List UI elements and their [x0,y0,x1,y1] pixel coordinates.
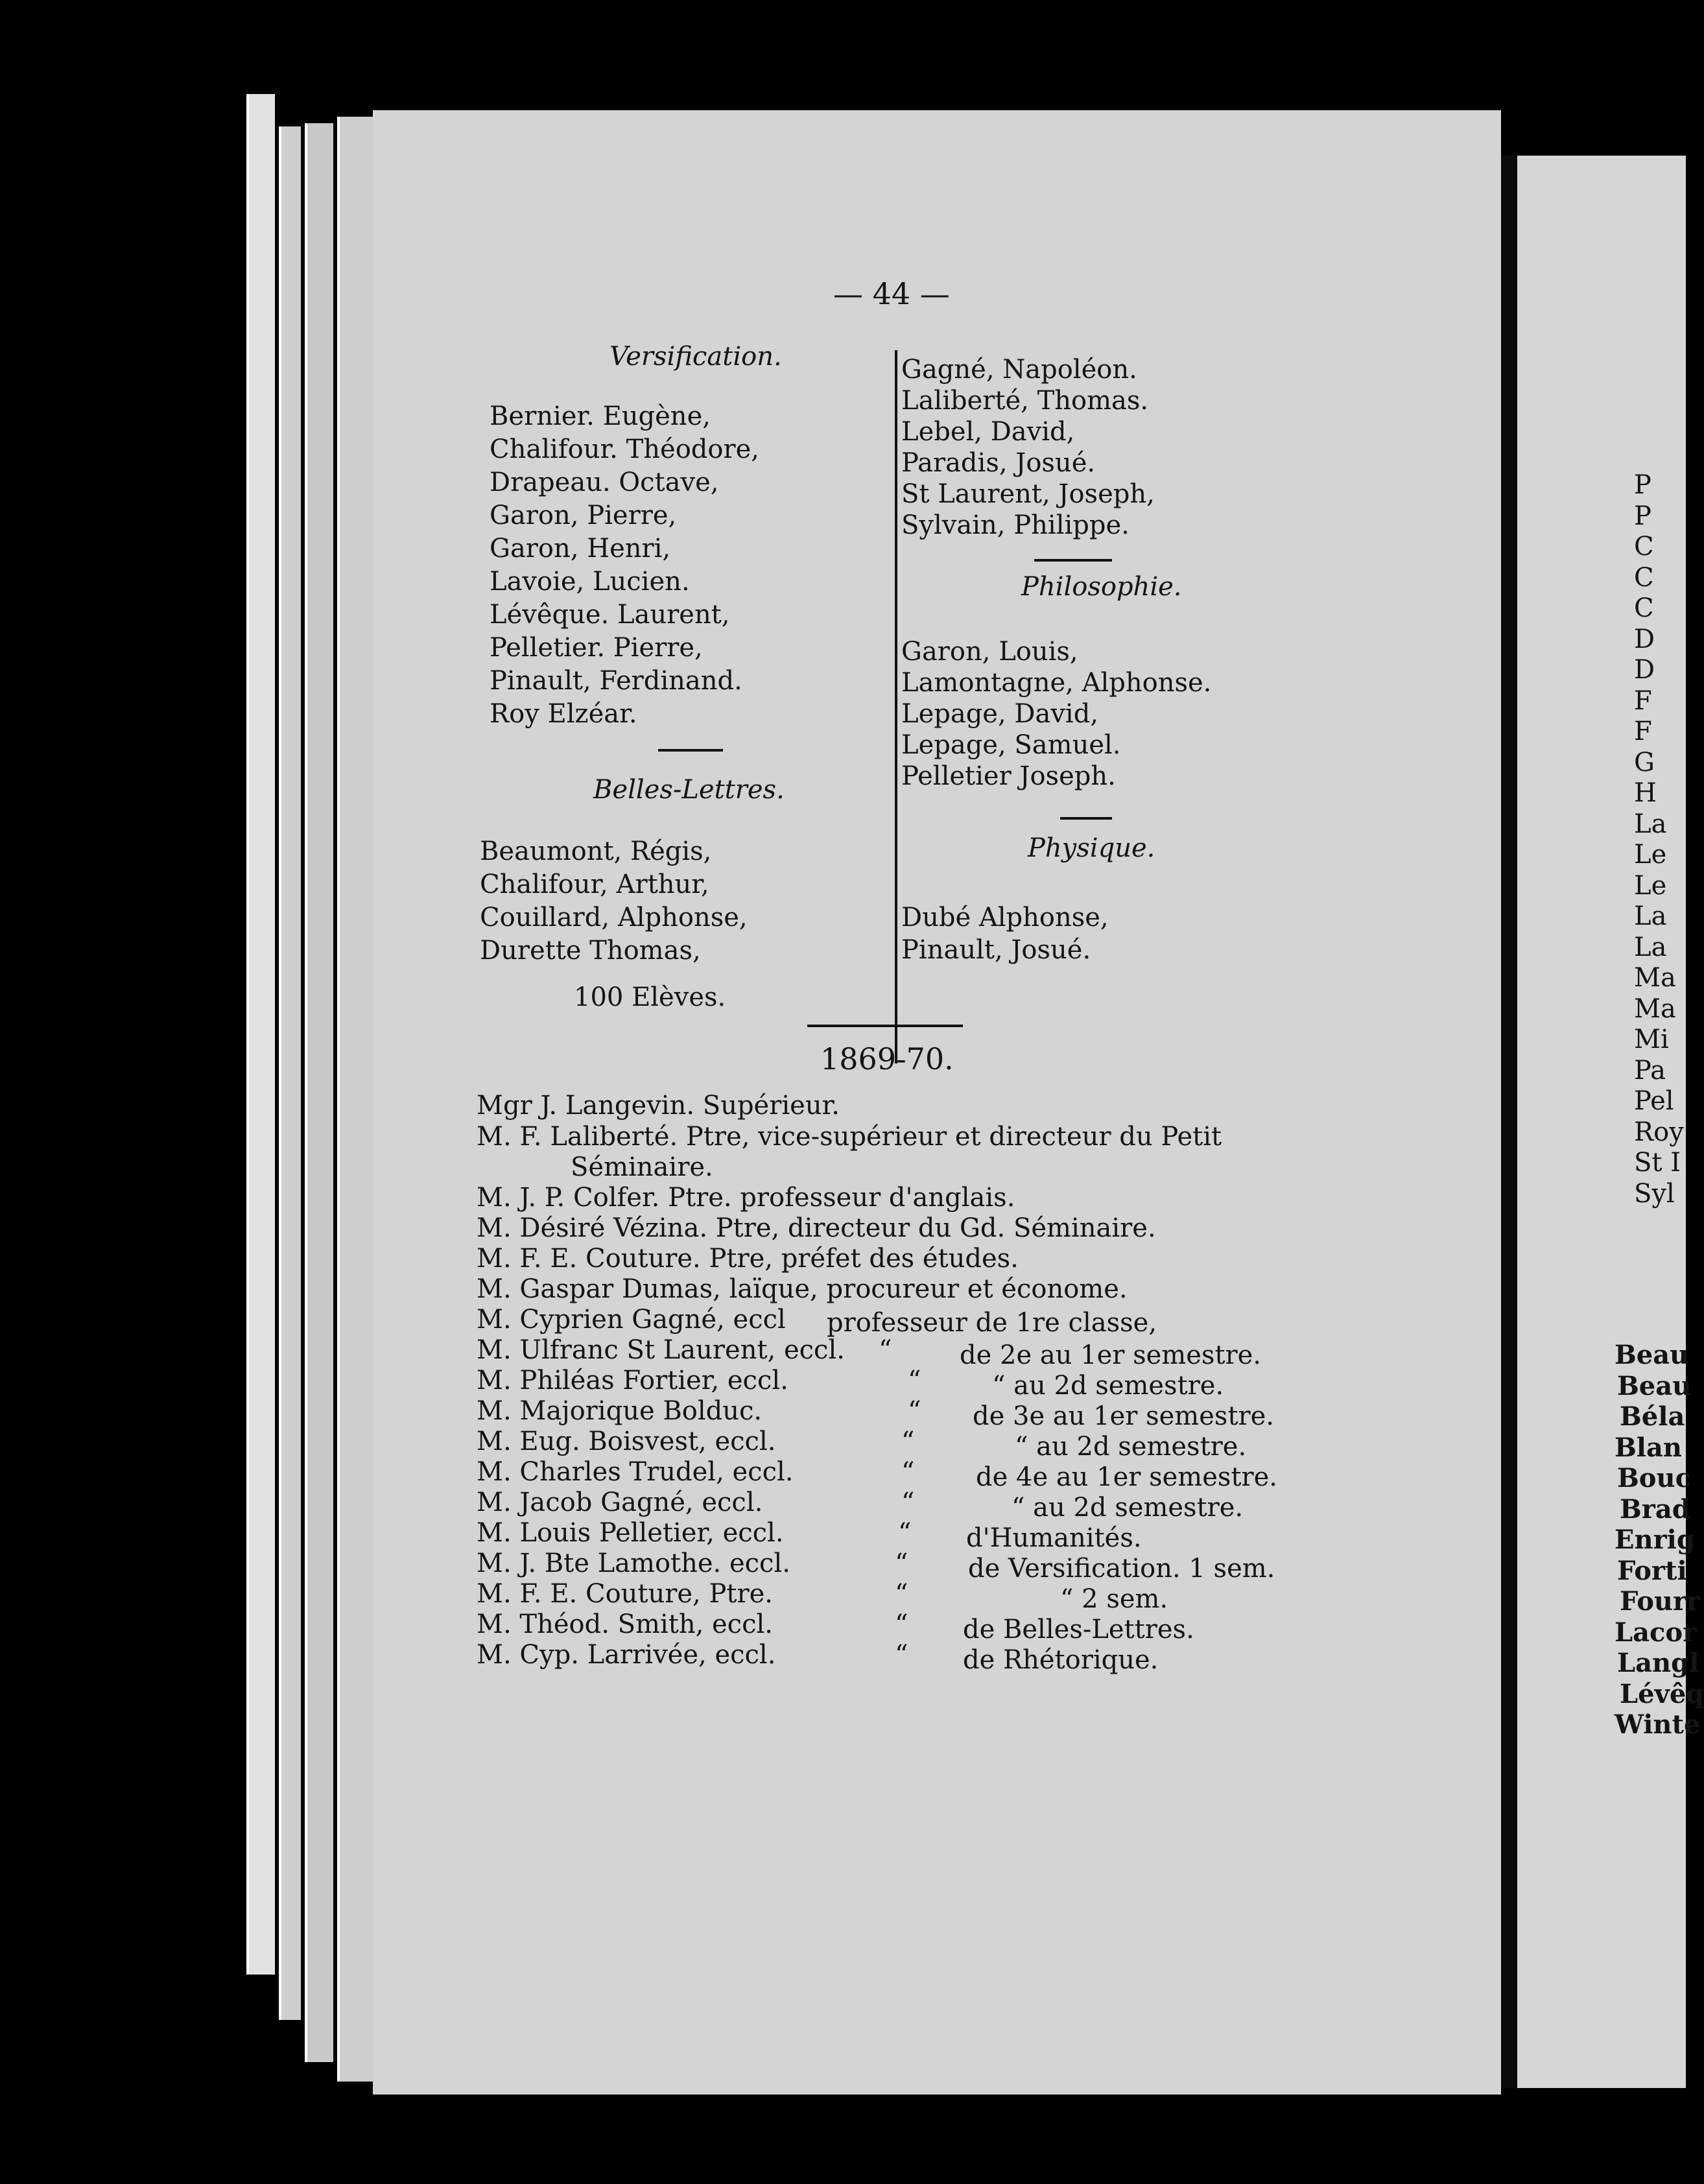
staff-row: M. Désiré Vézina. Ptre, directeur du Gd. Séminaire. [477,1213,1156,1243]
staff-role: “ 2 sem. [1060,1584,1168,1614]
staff-ditto: “ [908,1366,921,1395]
staff-row: Séminaire. [571,1152,713,1182]
list-item: Lebel, David, [901,417,1075,447]
list-item: Garon, Pierre, [490,501,677,530]
page-edge [279,126,301,2020]
section-rule [658,749,723,752]
list-item: Durette Thomas, [480,936,701,966]
staff-name: M. Majorique Bolduc. [477,1396,763,1426]
staff-ditto: “ [895,1640,908,1670]
fragment-line: F [1634,717,1652,746]
page-edge [337,117,375,2082]
fragment-line: Le [1634,840,1667,870]
list-item: Garon, Henri, [490,534,671,564]
fragment-line: Fourr [1620,1586,1701,1617]
list-item: Garon, Louis, [901,637,1078,667]
book-page-44 [373,110,1501,2095]
staff-row: M. F. E. Couture. Ptre, préfet des études. [477,1244,1019,1274]
section-title: Physique. [1028,833,1155,863]
fragment-line: G [1634,747,1655,777]
fragment-line: Le [1634,870,1667,901]
list-item: Sylvain, Philippe. [901,510,1130,540]
list-item: Chalifour, Arthur, [480,870,709,899]
section-title: Philosophie. [1021,572,1182,602]
staff-ditto: “ [895,1609,908,1639]
staff-row: Mgr J. Langevin. Supérieur. [477,1091,840,1121]
fragment-line: Ma [1634,993,1676,1024]
section-rule [1060,817,1112,820]
staff-ditto: “ [898,1518,912,1548]
fragment-line: Beau [1615,1340,1689,1370]
list-item: Beaumont, Régis, [480,837,712,866]
staff-role: de Rhétorique. [963,1645,1159,1675]
staff-role: de Belles-Lettres. [963,1615,1194,1644]
fragment-line: Enrig [1615,1525,1695,1555]
fragment-line: Forti [1617,1555,1687,1586]
list-item: Pelletier. Pierre, [490,633,703,663]
staff-name: M. Ulfranc St Laurent, eccl. [477,1335,845,1365]
fragment-line: Winte [1615,1709,1701,1740]
staff-ditto: “ [895,1579,908,1609]
staff-role: professeur de 1re classe, [827,1308,1157,1338]
fragment-line: F [1634,685,1652,716]
fragment-line: P [1634,501,1651,531]
staff-ditto: “ [895,1549,908,1578]
staff-role: de Versification. 1 sem. [968,1554,1275,1584]
fragment-line: Lévêq [1620,1678,1704,1709]
fragment-line: St I [1634,1148,1681,1178]
page-edge [246,94,275,1975]
student-total: 100 Elèves. [574,982,726,1012]
year-heading: 1869-70. [820,1041,954,1076]
staff-ditto: “ [901,1427,915,1456]
fragment-line: La [1634,809,1667,839]
staff-row: M. F. Laliberté. Ptre, vice-supérieur et directeur du Petit [477,1122,1222,1152]
list-item: Lévêque. Laurent, [490,600,730,630]
staff-name: M. Théod. Smith, eccl. [477,1609,773,1639]
list-item: Lavoie, Lucien. [490,567,690,597]
staff-role: de 3e au 1er semestre. [973,1401,1275,1431]
list-item: Gagné, Napoléon. [901,355,1137,385]
fragment-line: Roy [1634,1117,1684,1147]
fragment-line: Pel [1634,1086,1674,1116]
staff-name: M. J. Bte Lamothe. eccl. [477,1549,790,1578]
staff-name: M. F. E. Couture, Ptre. [477,1579,773,1609]
fragment-line: Langl [1617,1648,1699,1678]
staff-name: M. Eug. Boisvest, eccl. [477,1427,776,1456]
staff-name: M. Cyp. Larrivée, eccl. [477,1640,776,1670]
fragment-line: Syl [1634,1178,1675,1209]
staff-role: “ au 2d semestre. [992,1371,1224,1401]
list-item: Dubé Alphonse, [901,903,1109,932]
section-rule [1034,559,1112,562]
staff-role: d'Humanités. [966,1523,1142,1553]
fragment-line: D [1634,655,1655,685]
list-item: Laliberté, Thomas. [901,386,1149,416]
fragment-line: Beau [1617,1370,1692,1401]
column-divider [895,350,897,1063]
fragment-line: Blan [1615,1432,1683,1463]
staff-name: M. Jacob Gagné, eccl. [477,1488,763,1517]
staff-name: M. Cyprien Gagné, eccl [477,1305,786,1335]
fragment-line: Ma [1634,963,1676,993]
staff-name: M. Charles Trudel, eccl. [477,1457,794,1487]
fragment-line: C [1634,562,1654,593]
list-item: Pinault, Ferdinand. [490,666,742,696]
staff-ditto: “ [879,1335,892,1365]
fragment-line: Pa [1634,1055,1666,1086]
fragment-line: D [1634,624,1655,654]
list-item: Lamontagne, Alphonse. [901,668,1212,698]
fragment-line: Béla [1620,1401,1685,1432]
list-item: Bernier. Eugène, [490,401,711,431]
staff-ditto: “ [901,1488,915,1517]
list-item: Drapeau. Octave, [490,468,719,497]
list-item: St Laurent, Joseph, [901,479,1155,509]
staff-row: M. Gaspar Dumas, laïque, procureur et économe. [477,1274,1128,1304]
staff-role: “ au 2d semestre. [1012,1493,1244,1523]
list-item: Pelletier Joseph. [901,761,1116,791]
staff-role: de 4e au 1er semestre. [976,1462,1278,1492]
fragment-line: Lacor [1615,1617,1697,1648]
staff-role: “ au 2d semestre. [1015,1432,1247,1462]
fragment-line: Bouc [1617,1463,1691,1493]
fragment-line: H [1634,778,1657,808]
list-item: Roy Elzéar. [490,699,637,729]
fragment-line: Mi [1634,1025,1669,1054]
list-item: Chalifour. Théodore, [490,434,759,464]
staff-row: M. J. P. Colfer. Ptre. professeur d'anglais. [477,1183,1015,1213]
list-item: Lepage, Samuel. [901,730,1121,760]
fragment-line: P [1634,470,1651,500]
list-item: Paradis, Josué. [901,448,1096,478]
list-item: Lepage, David, [901,699,1099,729]
staff-ditto: “ [908,1396,921,1426]
year-rule [807,1025,963,1027]
staff-ditto: “ [901,1457,915,1487]
staff-name: M. Philéas Fortier, eccl. [477,1366,788,1395]
staff-role: de 2e au 1er semestre. [960,1340,1262,1370]
adjacent-page-fragment [1517,156,1704,2088]
section-title: Belles-Lettres. [593,775,785,805]
fragment-line: C [1634,532,1654,562]
staff-name: M. Louis Pelletier, eccl. [477,1518,784,1548]
list-item: Couillard, Alphonse, [480,903,748,932]
page-number: — 44 — [833,276,950,311]
page-edge [305,123,333,2062]
fragment-line: La [1634,932,1667,962]
section-title: Versification. [609,342,782,372]
fragment-line: C [1634,593,1654,623]
list-item: Pinault, Josué. [901,935,1091,965]
fragment-line: Brad [1620,1493,1690,1525]
fragment-line: La [1634,901,1667,931]
